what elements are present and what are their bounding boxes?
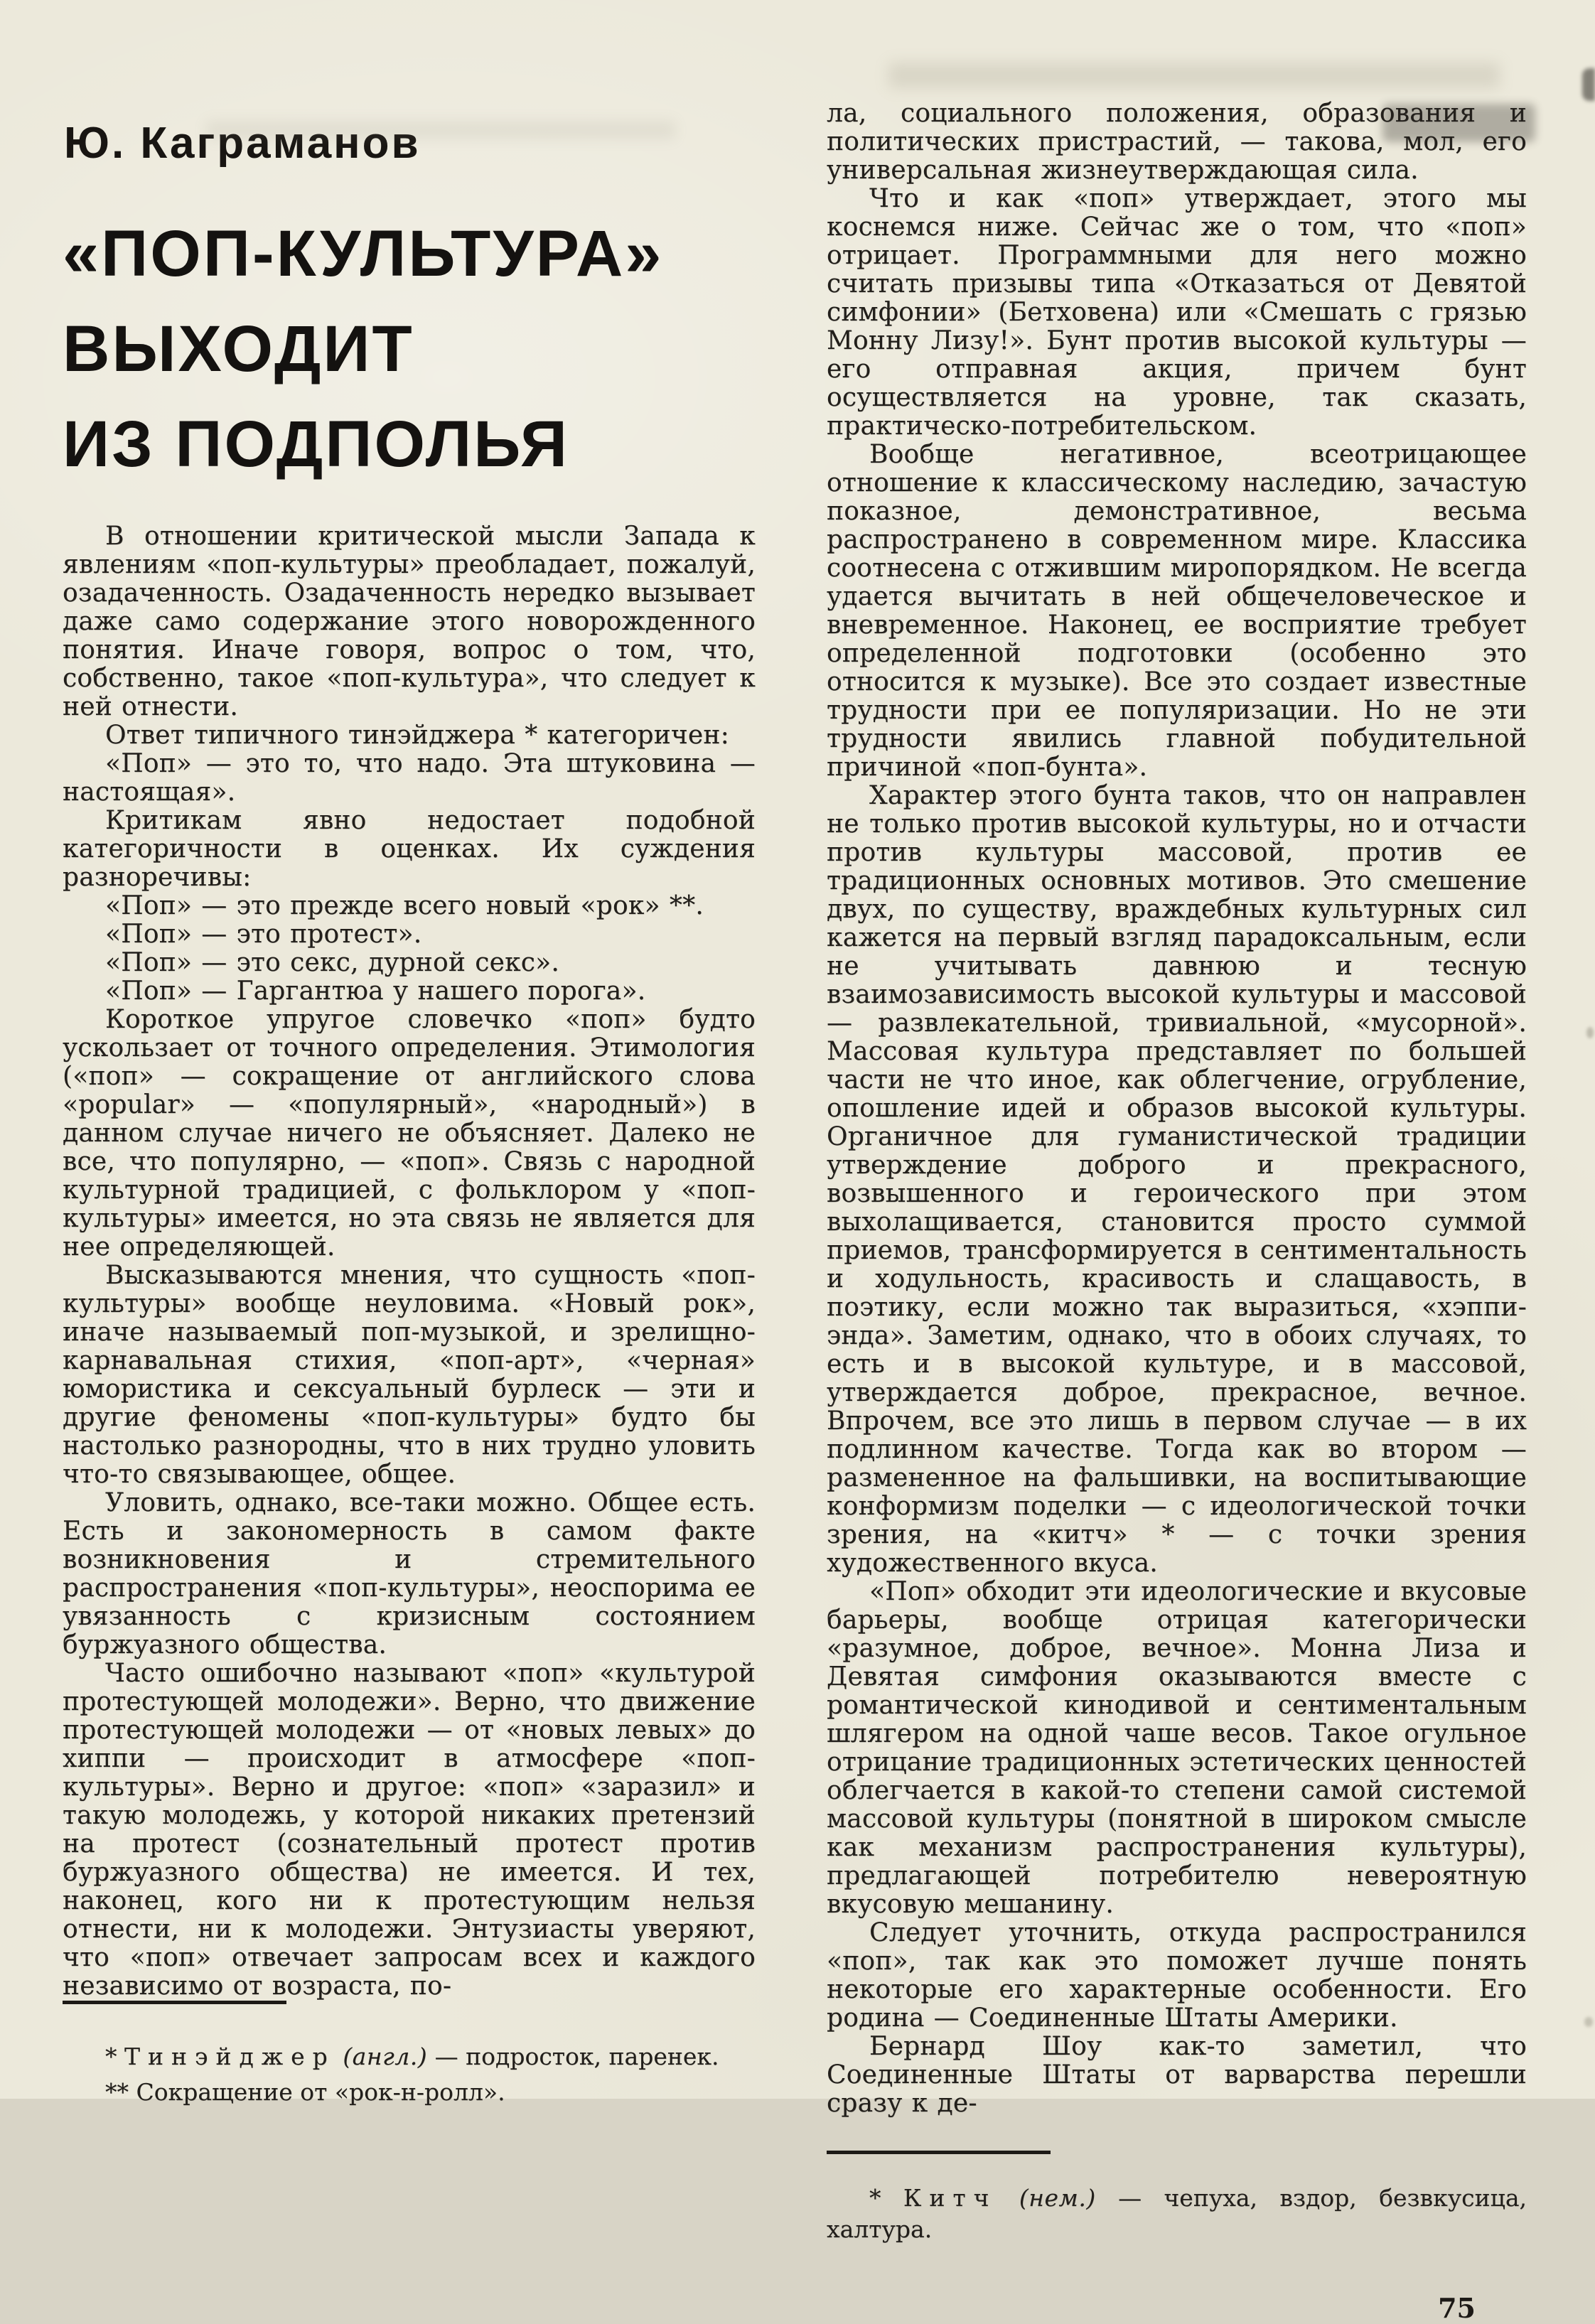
page-number: 75 bbox=[1438, 2292, 1476, 2324]
footnote bbox=[827, 2183, 1527, 2245]
footnote-text: — чепуха, вздор, безвкусица, халтура. bbox=[827, 2184, 1527, 2243]
right-column bbox=[827, 99, 1527, 2324]
footnote bbox=[63, 2041, 756, 2072]
scan-speck bbox=[1584, 2017, 1593, 2027]
footnote bbox=[63, 2077, 756, 2108]
paragraph: Короткое упругое словечко «поп» будто ускользает от точного определения. Этимология («поп» — сокращение от английского слова «popular» — «популярный», «народный») в данном случае ничего не объясняет. Далеко не все, что популярно, — «поп». Связь с народной культурной традицией, с фольклором у «поп-культуры» имеется, но эта связь не является для нее определяющей. bbox=[63, 1005, 756, 1261]
left-footnotes bbox=[63, 2001, 756, 2108]
footnote-divider bbox=[827, 2151, 1051, 2154]
paragraph-continuation: ла, социального положения, образования и политических пристрастий, — такова, мол, его универсальная жизнеутверждающая сила. bbox=[827, 99, 1527, 185]
paragraph: Бернард Шоу как-то заметил, что Соединенные Штаты от варварства перешли сразу к де- bbox=[827, 2032, 1527, 2118]
footnote-language: (англ.) bbox=[343, 2043, 428, 2070]
paragraph: «Поп» обходит эти идеологические и вкусовые барьеры, вообще отрицая категорически «разумное, доброе, вечное». Монна Лиза и Девятая симфония оказываются вместе с романтической кинодивой и сентиментальным шлягером на одной чаше весов. Такое огульное отрицание традиционных эстетических ценностей облегчается в какой-то степени самой системой массовой культуры (понятной в широком смысле как механизм распространения культуры), предлагающей потребителю невероятную вкусовую мешанину. bbox=[827, 1577, 1527, 1919]
paragraph: Критикам явно недостает подобной категоричности в оценках. Их суждения разноречивы: bbox=[63, 806, 756, 892]
paragraph: «Поп» — это протест». bbox=[105, 920, 422, 949]
article-author: Ю. Каграманов bbox=[64, 119, 421, 168]
article-header bbox=[63, 99, 756, 480]
paragraph: «Поп» — это прежде всего новый «рок» **. bbox=[105, 891, 704, 920]
paragraph: Часто ошибочно называют «поп» «культурой протестующей молодежи». Верно, что движение протестующей молодежи — от «новых левых» до хиппи — происходит в атмосфере «поп-культуры». Верно и другое: «поп» «заразил» и такую молодежь, у которой никаких претензий на протест (сознательный протест против буржуазного общества) не имеется. И тех, наконец, кого ни к протестующим нельзя отнести, ни к молодежи. Энтузиасты уверяют, что «поп» отвечает запросам всех и каждого независимо от возраста, по- bbox=[63, 1659, 756, 2001]
footnote-text: — подросток, паренек. bbox=[434, 2043, 719, 2070]
paragraph: Вообще негативное, всеотрицающее отношение к классическому наследию, зачастую показное, демонстративное, весьма распространено в современном мире. Классика соотнесена с отжившим миропорядком. Не всегда удается вычитать в ней общечеловеческое и вневременное. Наконец, ее восприятие требует определенной подготовки (особенно это относится к музыке). Все это создает известные трудности при ее популяризации. Но не эти трудности явились главной побудительной причиной «поп-бунта». bbox=[827, 440, 1527, 782]
paragraph: Следует уточнить, откуда распространился «поп», так как это поможет лучше понять некоторые его характерные особенности. Его родина — Соединенные Штаты Америки. bbox=[827, 1918, 1527, 2033]
footnote-term: Тинэйджер bbox=[124, 2043, 335, 2070]
left-column bbox=[63, 99, 756, 2106]
paragraph: Характер этого бунта таков, что он направлен не только против высокой культуры, но и отчасти против культуры массовой, против ее традиционных основных мотивов. Это смешение двух, по существу, враждебных культурных сил кажется на первый взгляд парадоксальным, если не учитывать давнюю и тесную взаимозависимость высокой культуры и массовой — развлекательной, тривиальной, «мусорной». Массовая культура представляет по большей части не что иное, как облегчение, огрубление, опошление идей и образов высокой культуры. Органичное для гуманистической традиции утверждение доброго и прекрасного, возвышенного и героического при этом выхолащивается, становится просто суммой приемов, трансформируется в сентиментальность и ходульность, красивость и слащавость, в поэтику, если можно так выразиться, «хэппи-энда». Заметим, однако, что в обоих случаях, то есть и в высокой культуре, и в массовой, утверждается доброе, прекрасное, вечное. Впрочем, все это лишь в первом случае — в их подлинном качестве. Тогда как во втором — размененное на фальшивки, на воспитывающие конформизм поделки — с идеологической точки зрения, на «китч» * — с точки зрения художественного вкуса. bbox=[827, 781, 1527, 1578]
footnote-text: Сокращение от «рок-н-ролл». bbox=[136, 2078, 505, 2106]
footnote-marker: * bbox=[105, 2043, 117, 2070]
right-column-body bbox=[827, 99, 1527, 2118]
paragraph: Уловить, однако, все-таки можно. Общее есть. Есть и закономерность в самом факте возникновения и стремительного распространения «поп-культуры», неоспорима ее увязанность с кризисным состоянием буржуазного общества. bbox=[63, 1488, 756, 1659]
footnote-language: (нем.) bbox=[1019, 2184, 1096, 2212]
right-footnotes bbox=[827, 2151, 1527, 2245]
footnote-marker: ** bbox=[105, 2078, 129, 2106]
footnote-divider bbox=[63, 2001, 286, 2004]
paragraph: «Поп» — это то, что надо. Эта штуковина — настоящая». bbox=[63, 749, 756, 807]
footnote-term: Китч bbox=[903, 2184, 997, 2212]
footnote-marker: * bbox=[869, 2184, 881, 2212]
left-column-body bbox=[63, 522, 756, 2001]
article-title-line: ВЫХОДИТ bbox=[63, 313, 414, 385]
paragraph: Высказываются мнения, что сущность «поп-культуры» вообще неуловима. «Новый рок», иначе называемый поп-музыкой, и зрелищно-карнавальная стихия, «поп-арт», «черная» юмористика и сексуальный бурлеск — эти и другие феномены «поп-культуры» будто бы настолько разнородны, что в них трудно уловить что-то связывающее, общее. bbox=[63, 1261, 756, 1489]
paragraph: «Поп» — Гаргантюа у нашего порога». bbox=[105, 977, 646, 1006]
paragraph: Ответ типичного тинэйджера * категоричен: bbox=[105, 721, 729, 750]
paragraph: В отношении критической мысли Запада к явлениям «поп-культуры» преобладает, пожалуй, озадаченность. Озадаченность нередко вызывает даже само содержание этого новорожденного понятия. Иначе говоря, вопрос о том, что, собственно, такое «поп-культура», что следует к ней отнести. bbox=[63, 522, 756, 721]
article-title-line: «ПОП-КУЛЬТУРА» bbox=[63, 217, 664, 290]
paragraph: «Поп» — это секс, дурной секс». bbox=[105, 948, 560, 977]
paragraph: Что и как «поп» утверждает, этого мы коснемся ниже. Сейчас же о том, что «поп» отрицает. Программными для него можно считать призывы типа «Отказаться от Девятой симфонии» (Бетховена) или «Смешать с грязью Монну Лизу!». Бунт против высокой культуры — его отправная акция, причем бунт осуществляется на уровне, так сказать, практическо-потребительском. bbox=[827, 184, 1527, 441]
article-title-line: ИЗ ПОДПОЛЬЯ bbox=[63, 408, 570, 480]
